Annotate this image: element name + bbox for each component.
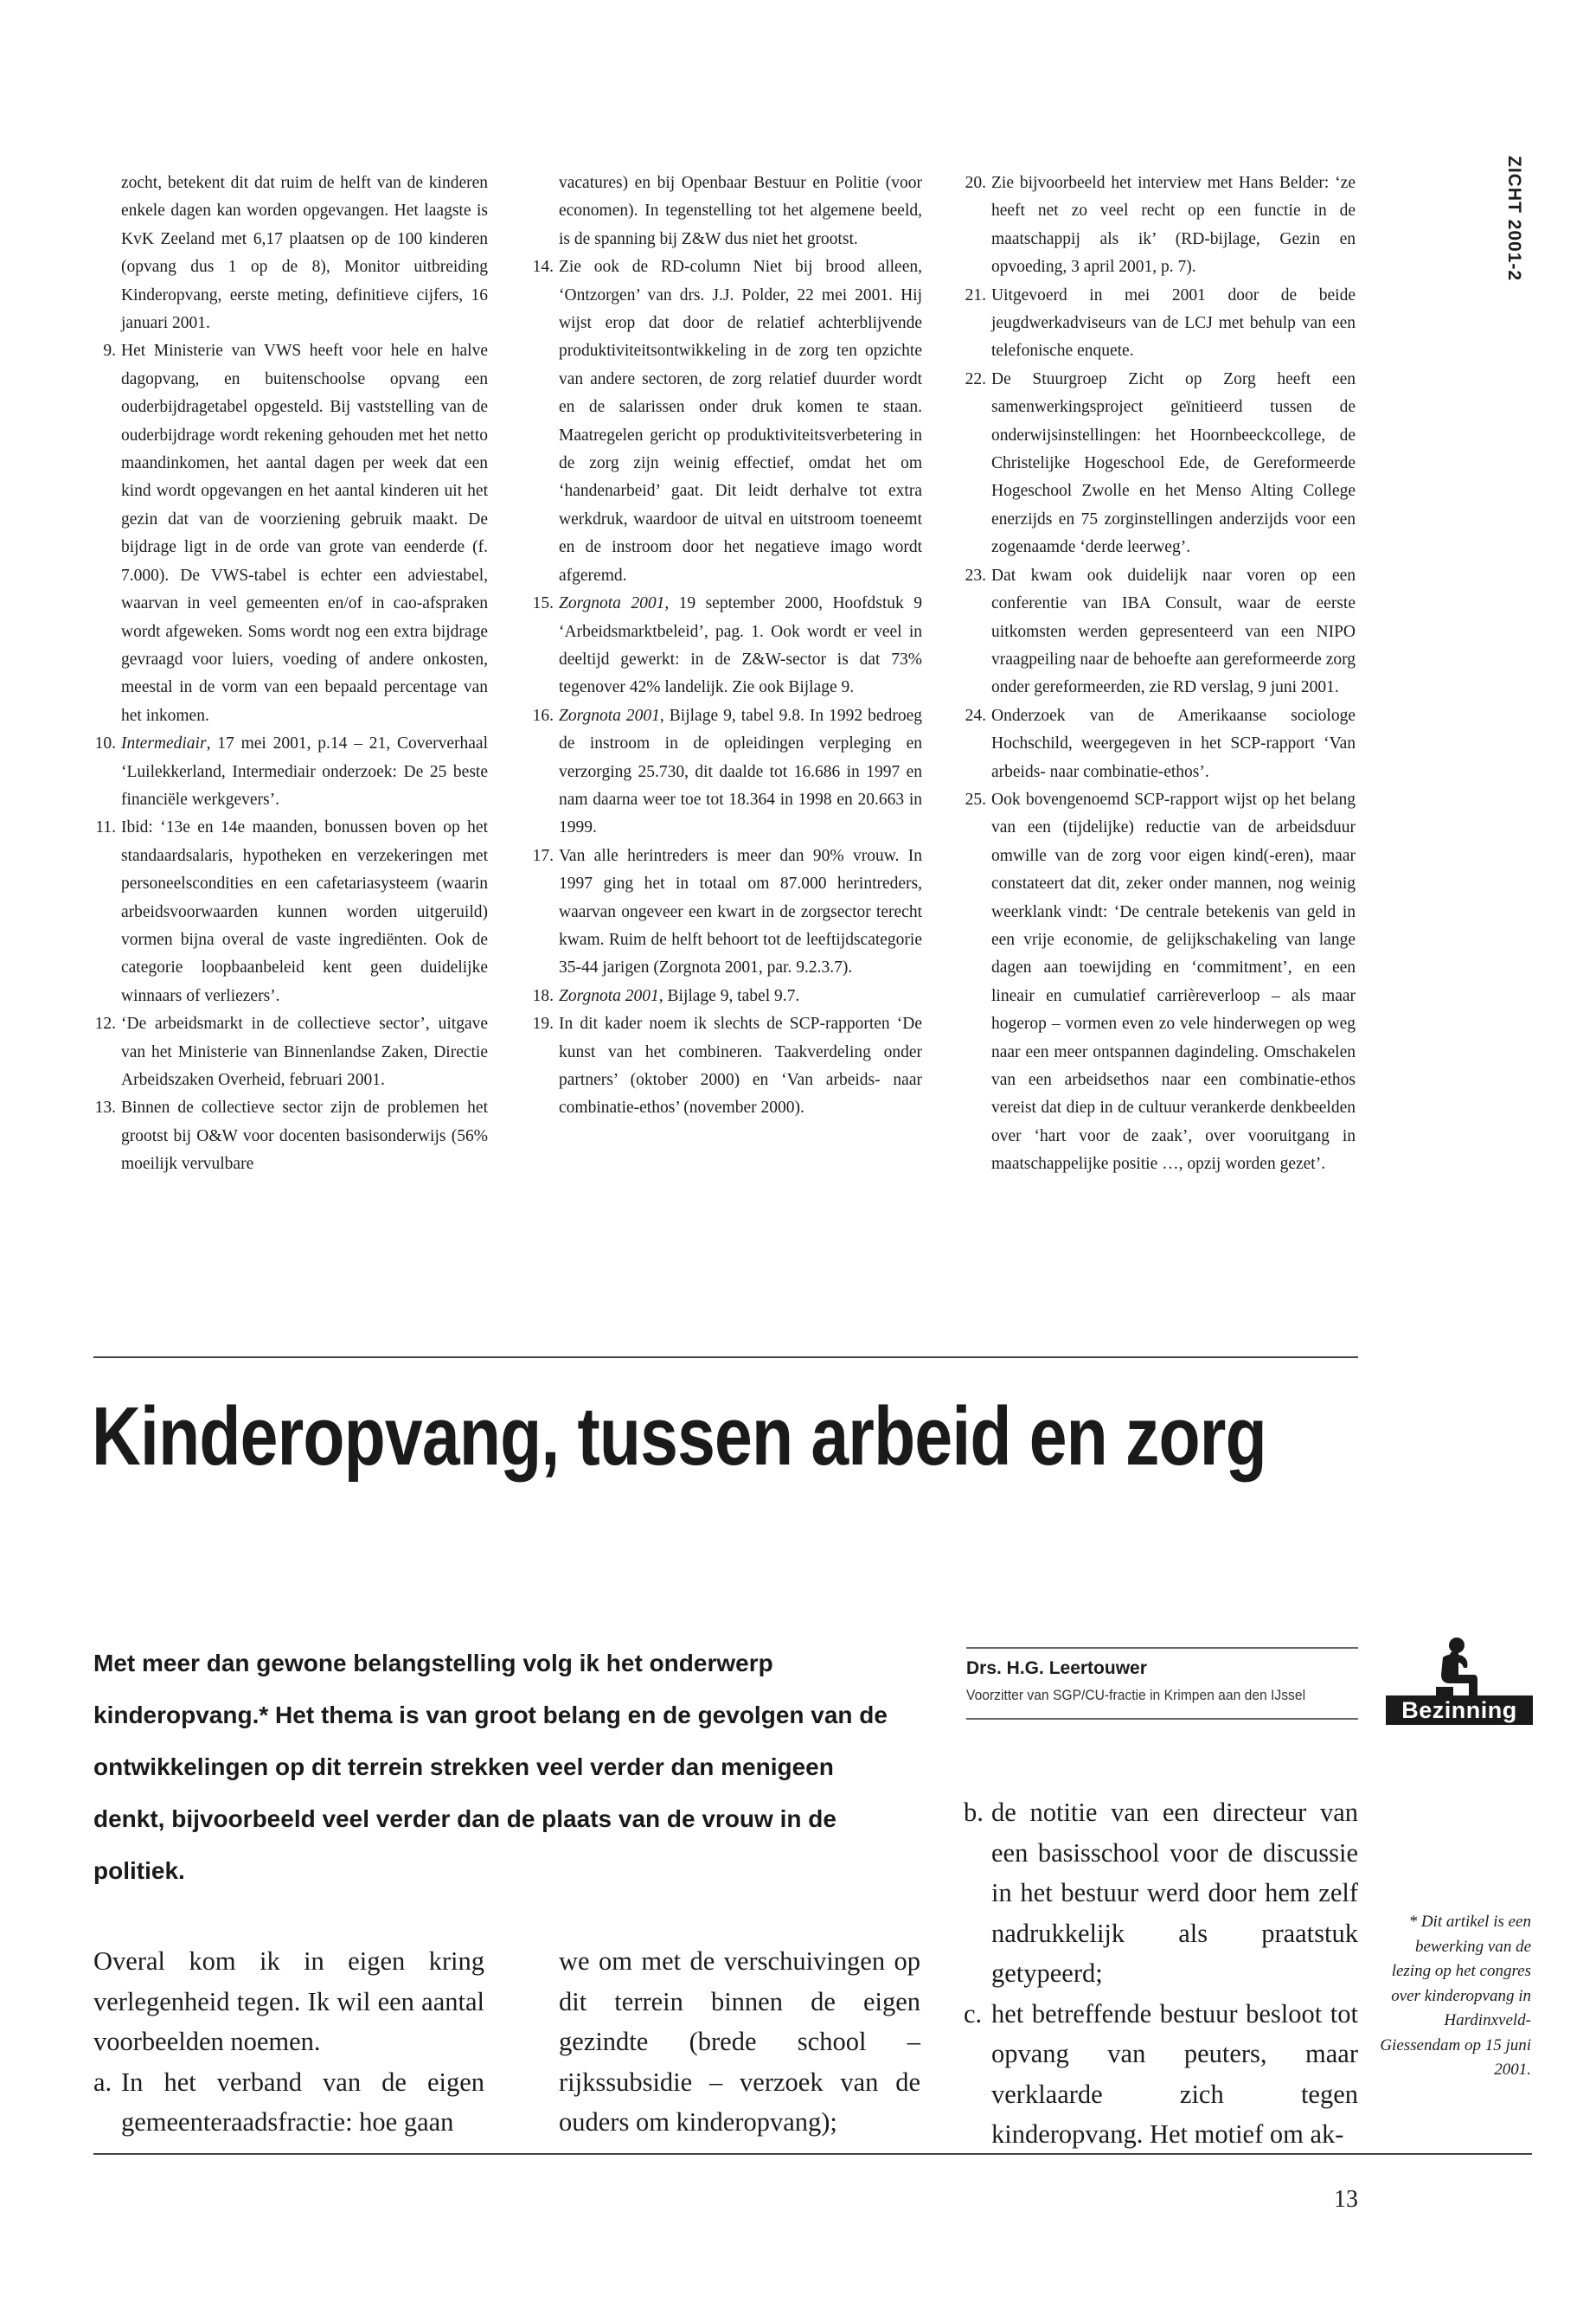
page-number: 13 <box>1334 2186 1358 2213</box>
list-item-b <box>964 1792 1358 1994</box>
badge-label: Bezinning <box>1386 1695 1533 1725</box>
footnote-13-continued: vacatures) en bij Openbaar Bestuur en Politie (voor economen). In tegenstelling tot het algemene beeld, is de spanning bij Z&W dus niet het grootst. <box>559 174 922 248</box>
footnotes-column-3 <box>964 170 1356 1179</box>
footnotes-column-1 <box>93 170 488 1179</box>
footnote-17: 17. Van alle herintreders is meer dan 90% vrouw. In 1997 ging het in totaal om 87.000 herintreders, waarvan ongeveer een kwart in de zorgsector terecht kwam. Ruim de helft behoort tot de leeftijdscategorie 35-44 jarigen (Zorgnota 2001, par. 9.2.3.7). <box>532 846 922 977</box>
footnote-9: 9. Het Ministerie van VWS heeft voor hele en halve dagopvang, en buitenschoolse opvang een ouderbijdragetabel opgesteld. Bij vaststelling van de ouderbijdrage wordt rekening gehouden met het netto maandinkomen, het aantal dagen per week dat een kind wordt opgevangen en het aantal kinderen uit het gezin dat van de voorziening gebruik maakt. De bijdrage ligt in de orde van grote van eenderde (f. 7.000). De VWS-tabel is echter een adviestabel, waarvan in veel gemeenten en/of in cao-afspraken wordt afgeweken. Soms wordt nog een extra bijdrage gevraagd voor luiers, voeding of andere onkosten, meestal in de vorm van een bepaald percentage van het inkomen. <box>103 342 488 725</box>
list-item-a <box>93 2062 484 2143</box>
footnote-14: 14. Zie ook de RD-column Niet bij brood alleen, ‘Ontzorgen’ van drs. J.J. Polder, 22 mei 2001. Hij wijst erop dat door de relatief achterblijvende produktiviteitsontwikkeling in de zorg ten opzichte van andere sectoren, de zorg relatief duurder wordt en de salarissen onder druk komen te staan. Maatregelen gericht op produktiviteitsverbetering in de zorg zijn weinig effectief, omdat het om ‘handenarbeid’ gaat. Dit leidt derhalve tot extra werkdruk, waardoor de uitval en uitstroom toeneemt en de instroom door het negatieve imago wordt afgeremd. <box>532 258 922 585</box>
footnote-18: 18. Zorgnota 2001, Bijlage 9, tabel 9.7. <box>532 986 800 1005</box>
article-title: Kinderopvang, tussen arbeid en zorg <box>92 1390 1266 1483</box>
footnote-24: 24. Onderzoek van de Amerikaanse sociologe Hochschild, weergegeven in het SCP-rapport ‘Van arbeids- naar combinatie-ethos’. <box>965 706 1356 781</box>
footer-divider <box>93 2153 1532 2155</box>
footnote-13: 13. Binnen de collectieve sector zijn de problemen het grootst bij O&W voor docenten basisonderwijs (56% moeilijk vervulbare <box>94 1099 488 1174</box>
list-text-a-continued: we om met de verschuivingen op dit terrein binnen de eigen gezindte (brede school – rijkssubsidie – verzoek van de ouders om kinderopvang); <box>559 1946 920 2137</box>
list-label-b: b. <box>964 1798 984 1827</box>
footnote-21: 21. Uitgevoerd in mei 2001 door de beide jeugdwerkadviseurs van de LCJ met behulp van een telefonische enquete. <box>965 285 1356 361</box>
footnote-12: 12. ‘De arbeidsmarkt in de collectieve sector’, uitgave van het Ministerie van Binnenlandse Zaken, Directie Arbeidszaken Overheid, februari 2001. <box>94 1015 488 1089</box>
body-column-2 <box>559 1941 920 2143</box>
list-label-c: c. <box>964 1998 983 2029</box>
footnote-25: 25. Ook bovengenoemd SCP-rapport wijst op het belang van een (tijdelijke) reductie van de arbeidsduur omwille van de zorg voor eigen kind(-eren), maar constateert dat dit, zeker onder mannen, nog weinig weerklank vindt: ‘De centrale betekenis van geld in een vrije economie, de gelijkschakeling van lange dagen aan toewijding en ‘commitment’, en een lineair en cumulatief carrièreverloop – als maar hogerop – vormen even zo vele hinderwegen op weg naar een meer ontspannen dagindeling. Omschakelen van een arbeidsethos naar een combinatie-ethos vereist dat diep in de cultuur verankerde denkbeelden over ‘hart voor de zaak’, over vooruitgang in maatschappelijke positie …, opzij worden gezet’. <box>965 790 1356 1174</box>
list-item-c <box>964 1994 1358 2155</box>
running-header: ZICHT 2001-2 <box>1504 156 1524 282</box>
body-column-3 <box>964 1792 1358 2155</box>
list-text-c: het betreffende bestuur besloot tot opvang van peuters, maar verklaarde zich tegen kinderopvang. Het motief om ak- <box>991 1998 1358 2149</box>
list-text-a: In het verband van de eigen gemeenteraadsfractie: hoe gaan <box>121 2067 484 2137</box>
body-column-1 <box>93 1941 484 2143</box>
footnote-11: 11. Ibid: ‘13e en 14e maanden, bonussen boven op het standaardsalaris, hypotheken en verzekeringen met personeelscondities en een cafetariasysteem (waarin arbeidsvoorwaarden kunnen worden uitgeruild) vormen bijna overal de vaste ingrediënten. Ook de categorie loopbaanbeleid kent geen duidelijke winnaars of verliezers’. <box>95 818 488 1005</box>
author-rule-bottom <box>966 1718 1358 1720</box>
footnote-20: 20. Zie bijvoorbeeld het interview met Hans Belder: ‘ze heeft net zo veel recht op een functie in de maatschappij als ik’ (RD-bijlage, Gezin en opvoeding, 3 april 2001, p. 7). <box>965 174 1356 277</box>
section-divider <box>93 1356 1358 1358</box>
footnotes-column-2 <box>531 170 922 1123</box>
thinker-icon <box>1424 1637 1484 1695</box>
footnote-10: 10. Intermediair, 17 mei 2001, p.14 – 21, Coververhaal ‘Luilekkerland, Intermediair onderzoek: De 25 beste financiële werkgevers’. <box>94 734 488 809</box>
author-name: Drs. H.G. Leertouwer <box>966 1658 1147 1678</box>
list-text-b: de notitie van een directeur van een basisschool voor de discussie in het bestuur werd door hem zelf nadrukkelijk als praatstuk getypeerd; <box>991 1798 1358 1988</box>
footnote-23: 23. Dat kwam ook duidelijk naar voren op een conferentie van IBA Consult, waar de eerste uitkomsten werden gepresenteerd van een NIPO vraagpeiling naar de behoefte aan gereformeerde zorg onder gereformeerden, zie RD verslag, 9 juni 2001. <box>965 566 1356 697</box>
section-badge <box>1386 1637 1533 1727</box>
article-lead: Met meer dan gewone belangstelling volg ik het onderwerp kinderopvang.* Het thema is van groot belang en de gevolgen van de ontwikkelingen op dit terrein strekken veel verder dan menigeen denkt, bijvoorbeeld veel verder dan de plaats van de vrouw in de politiek. <box>93 1650 888 1884</box>
side-note: * Dit artikel is een bewerking van de lezing op het congres over kinderopvang in Hardinxveld-Giessendam op 15 juni 2001. <box>1380 1913 1531 2079</box>
footnote-8-continued: zocht, betekent dit dat ruim de helft van de kinderen enkele dagen kan worden opgevangen. Het laagste is KvK Zeeland met 6,17 plaatsen op de 100 kinderen (opvang dus 1 op de 8), Monitor uitbreiding Kinderopvang, eerste meting, definitieve cijfers, 16 januari 2001. <box>121 174 488 333</box>
body-intro: Overal kom ik in eigen kring verlegenheid tegen. Ik wil een aantal voorbeelden noemen. <box>93 1946 484 2056</box>
list-label-a: a. <box>93 2067 112 2097</box>
footnote-22: 22. De Stuurgroep Zicht op Zorg heeft een samenwerkingsproject geïnitieerd tussen de onderwijsinstellingen: het Hoornbeeckcollege, de Christelijke Hogeschool Ede, de Gereformeerde Hogeschool Zwolle en het Menso Alting College enerzijds en 75 zorginstellingen anderzijds voor een zogenaamde ‘derde leerweg’. <box>965 369 1356 557</box>
footnote-16: 16. Zorgnota 2001, Bijlage 9, tabel 9.8. In 1992 bedroeg de instroom in de opleidingen verpleging en verzorging 25.730, dit daalde tot 16.686 in 1997 en nam daarna weer toe tot 18.364 in 1998 en 20.663 in 1999. <box>532 706 922 837</box>
footnote-15: 15. Zorgnota 2001, 19 september 2000, Hoofdstuk 9 ‘Arbeidsmarktbeleid’, pag. 1. Ook wordt er veel in deeltijd gewerkt: in de Z&W-sector is dat 73% tegenover 42% landelijk. Zie ook Bijlage 9. <box>532 594 922 697</box>
author-role: Voorzitter van SGP/CU-fractie in Krimpen aan den IJssel <box>966 1687 1306 1703</box>
author-rule-top <box>966 1647 1358 1649</box>
footnote-19: 19. In dit kader noem ik slechts de SCP-rapporten ‘De kunst van het combineren. Taakverdeling onder partners’ (oktober 2000) en ‘Van arbeids- naar combinatie-ethos’ (november 2000). <box>532 1015 922 1118</box>
